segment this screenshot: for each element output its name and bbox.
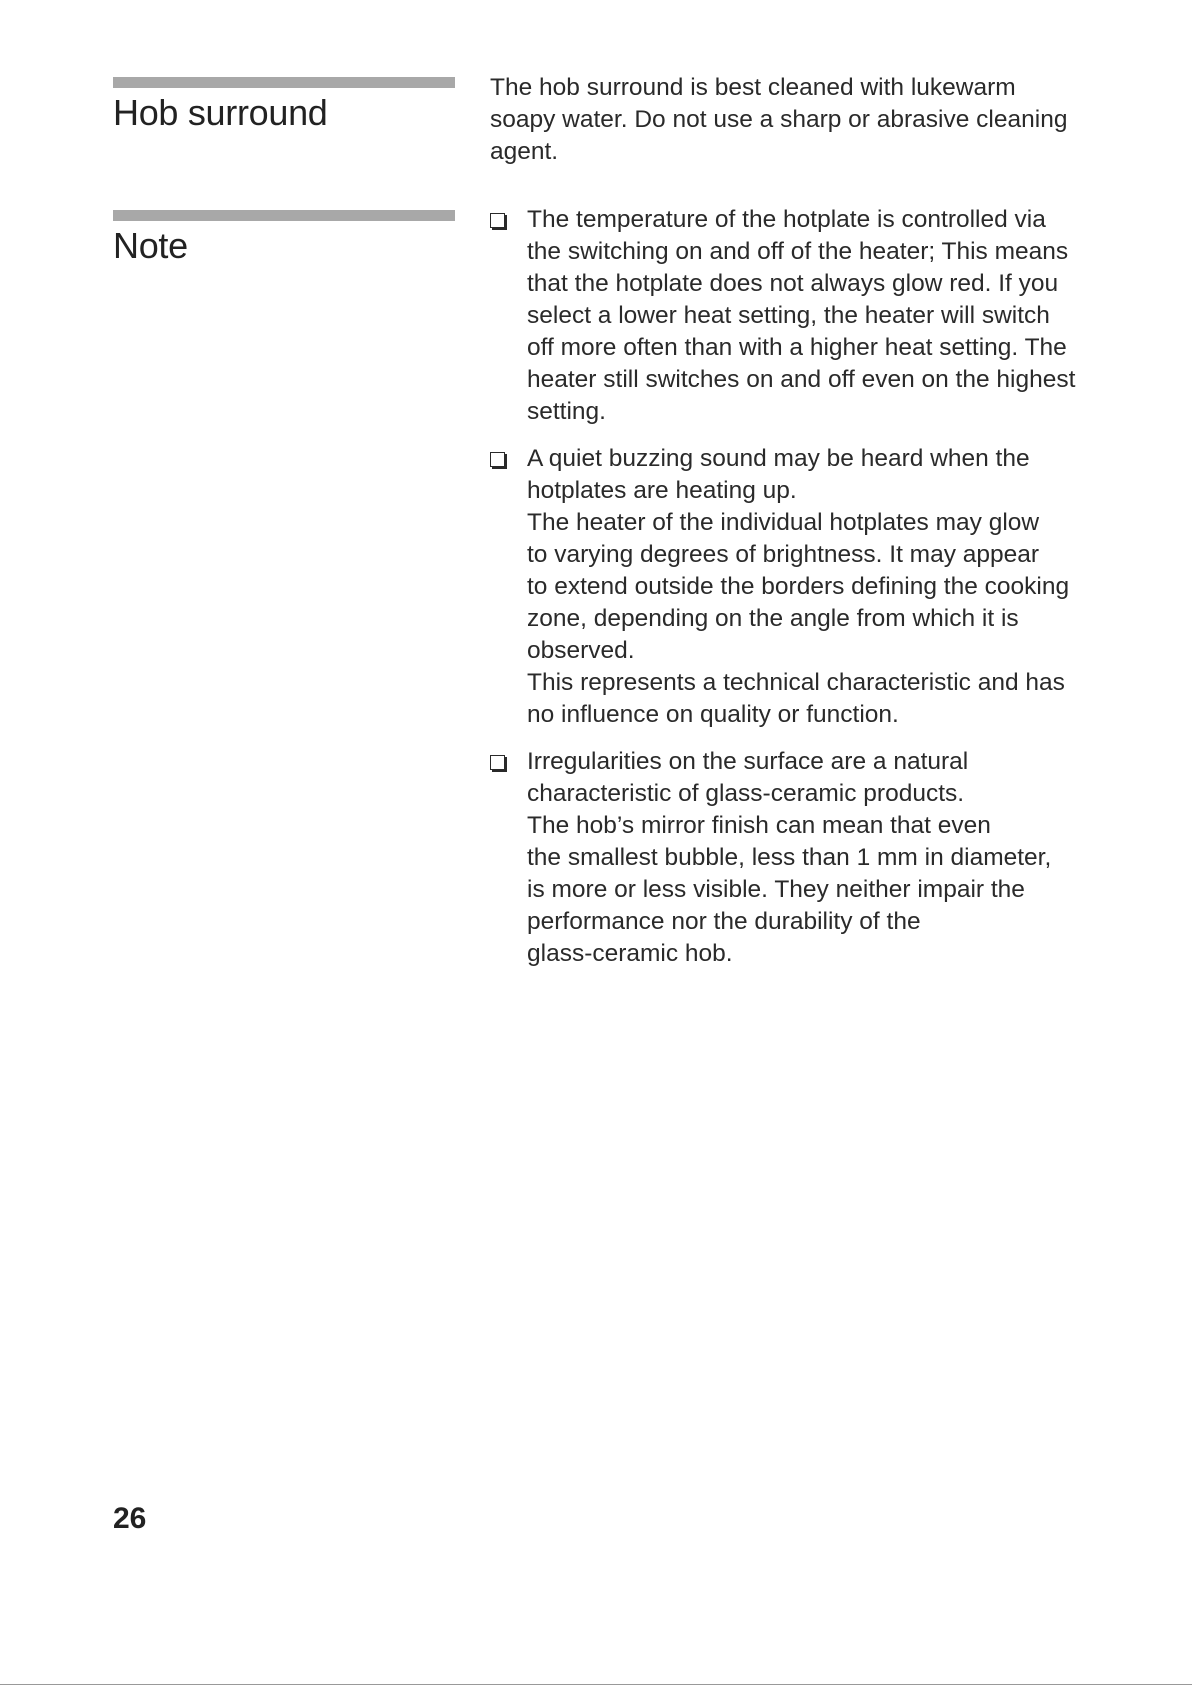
- list-item-line: no influence on quality or function.: [527, 701, 899, 728]
- heading-note: Note: [113, 225, 188, 266]
- list-item-line: glass-ceramic hob.: [527, 940, 733, 967]
- list-item-line: that the hotplate does not always glow red. If you: [527, 270, 1059, 297]
- list-item-line: zone, depending on the angle from which it is: [527, 605, 1019, 632]
- paragraph-line: agent.: [490, 138, 559, 165]
- paragraph-line: soapy water. Do not use a sharp or abrasive cleaning: [490, 106, 1068, 133]
- list-item-line: The hob’s mirror finish can mean that even: [527, 812, 991, 839]
- checkbox-bullet-icon: [490, 452, 505, 467]
- note-list-item: [490, 443, 1110, 731]
- note-list-item: [490, 746, 1110, 970]
- list-item-line: the smallest bubble, less than 1 mm in diameter,: [527, 844, 1052, 871]
- list-item-line: This represents a technical characteristic and has: [527, 669, 1065, 696]
- list-item-line: hotplates are heating up.: [527, 477, 797, 504]
- list-item-line: to varying degrees of brightness. It may appear: [527, 541, 1040, 568]
- page-number: 26: [113, 1502, 147, 1535]
- list-item-line: observed.: [527, 637, 635, 664]
- list-item-line: off more often than with a higher heat setting. The: [527, 334, 1067, 361]
- section-rule-note: [113, 210, 455, 221]
- list-item-line: characteristic of glass-ceramic products.: [527, 780, 965, 807]
- list-item-line: the switching on and off of the heater; This means: [527, 238, 1069, 265]
- list-item-line: is more or less visible. They neither impair the: [527, 876, 1025, 903]
- list-item-line: A quiet buzzing sound may be heard when the: [527, 445, 1030, 472]
- note-list-container: [490, 204, 1110, 985]
- list-item-line: The temperature of the hotplate is controlled via: [527, 206, 1046, 233]
- heading-hob-surround: Hob surround: [113, 92, 328, 133]
- list-item-line: heater still switches on and off even on the highest: [527, 366, 1076, 393]
- list-item-line: Irregularities on the surface are a natural: [527, 748, 969, 775]
- list-item-line: performance nor the durability of the: [527, 908, 921, 935]
- paragraph-line: The hob surround is best cleaned with lukewarm: [490, 74, 1016, 101]
- note-list-item: [490, 204, 1110, 428]
- checkbox-bullet-icon: [490, 213, 505, 228]
- list-item-line: The heater of the individual hotplates may glow: [527, 509, 1040, 536]
- list-item-line: to extend outside the borders defining the cooking: [527, 573, 1070, 600]
- paragraph-hob-surround: [490, 72, 1110, 168]
- note-list: [490, 204, 1110, 970]
- list-item-line: select a lower heat setting, the heater will switch: [527, 302, 1050, 329]
- checkbox-bullet-icon: [490, 755, 505, 770]
- section-rule-hob-surround: [113, 77, 455, 88]
- list-item-line: setting.: [527, 398, 606, 425]
